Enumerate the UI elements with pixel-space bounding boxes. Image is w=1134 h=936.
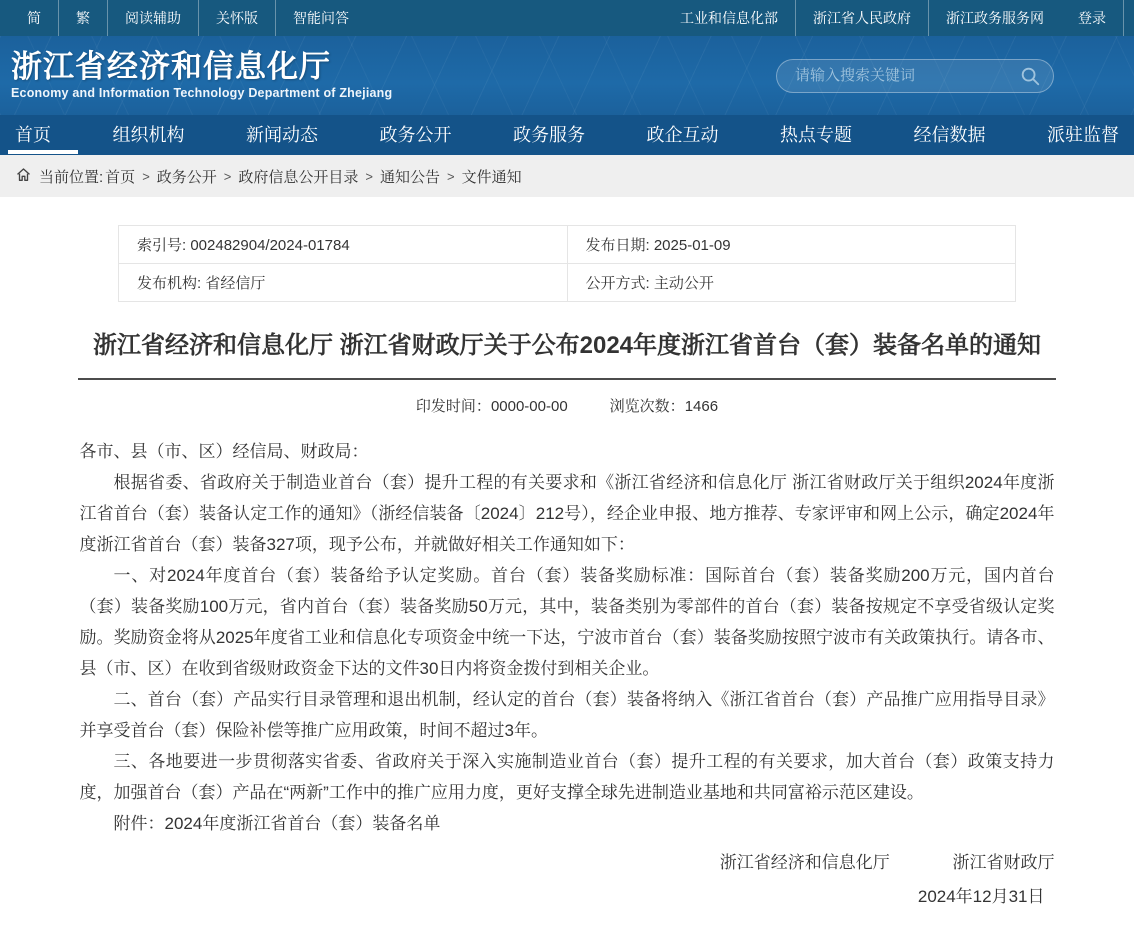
search-box bbox=[776, 59, 1054, 93]
view-count-label: 浏览次数： bbox=[609, 398, 685, 415]
top-utility-bar bbox=[0, 0, 1134, 36]
topbar-link-service-portal[interactable]: 浙江政务服务网 bbox=[946, 10, 1044, 26]
nav-item-home[interactable]: 首页 bbox=[15, 115, 51, 155]
breadcrumb-prefix: 当前位置: bbox=[39, 168, 104, 186]
paragraph-intro: 根据省委、省政府关于制造业首台（套）提升工程的有关要求和《浙江省经济和信息化厅 浙江省财政厅关于组织2024年度浙江省首台（套）装备认定工作的通知》（浙经信装备〔2024〕212号），经企业申报、地方推荐、专家评审和网上公示，确定2024年度浙江省首台（套）装备327项，现予公布，并就做好相关工作通知如下： bbox=[79, 473, 1055, 554]
signature-org-2: 浙江省财政厅 bbox=[952, 853, 1055, 872]
meta-publish-org: 发布机构: 省经信厅 bbox=[119, 264, 568, 302]
site-logo[interactable] bbox=[11, 51, 392, 100]
search-input[interactable] bbox=[793, 66, 1019, 85]
topbar-link-traditional[interactable]: 繁 bbox=[59, 0, 108, 36]
signature-org-1: 浙江省经济和信息化厅 bbox=[719, 853, 890, 872]
breadcrumb bbox=[0, 155, 1134, 197]
nav-item-hot-topics[interactable]: 热点专题 bbox=[780, 125, 852, 145]
nav-item-gov-disclosure[interactable]: 政务公开 bbox=[379, 125, 452, 145]
nav-item-interaction[interactable]: 政企互动 bbox=[646, 125, 719, 145]
breadcrumb-item-gov-disclosure[interactable]: 政务公开 bbox=[156, 168, 217, 186]
topbar-link-ministry-iit[interactable]: 工业和信息化部 bbox=[663, 0, 796, 36]
paragraph-salutation: 各市、县（市、区）经信局、财政局： bbox=[79, 442, 369, 461]
nav-item-gov-services[interactable]: 政务服务 bbox=[513, 125, 585, 145]
title-divider bbox=[78, 378, 1056, 380]
breadcrumb-item-home[interactable]: 首页 bbox=[105, 168, 136, 186]
breadcrumb-item-notices[interactable]: 通知公告 bbox=[380, 168, 441, 186]
print-time-label: 印发时间： bbox=[415, 398, 491, 415]
topbar-link-zhejiang-gov[interactable]: 浙江省人民政府 bbox=[796, 0, 929, 36]
view-count bbox=[610, 395, 718, 416]
meta-index-number: 索引号: 002482904/2024-01784 bbox=[119, 226, 568, 264]
meta-publish-date: 发布日期: 2025-01-09 bbox=[567, 226, 1016, 264]
site-title: 浙江省经济和信息化厅 bbox=[11, 49, 331, 85]
nav-item-news[interactable]: 新闻动态 bbox=[246, 125, 318, 145]
breadcrumb-separator: > bbox=[447, 168, 455, 184]
topbar-link-care-version[interactable]: 关怀版 bbox=[199, 0, 276, 36]
page-title: 浙江省经济和信息化厅 浙江省财政厅关于公布2024年度浙江省首台（套）装备名单的通知 bbox=[92, 332, 1042, 359]
home-icon bbox=[15, 167, 32, 183]
site-subtitle: Economy and Information Technology Department of Zhejiang bbox=[11, 86, 393, 101]
search-icon[interactable] bbox=[1019, 65, 1041, 87]
signature-date: 2024年12月31日 bbox=[917, 887, 1045, 906]
nav-item-organization[interactable]: 组织机构 bbox=[112, 125, 185, 145]
topbar-link-login[interactable]: 登录 bbox=[1061, 0, 1124, 36]
topbar-link-reading-assist[interactable]: 阅读辅助 bbox=[108, 0, 199, 36]
breadcrumb-separator: > bbox=[365, 168, 373, 184]
breadcrumb-separator: > bbox=[223, 168, 232, 184]
topbar-link-simplified[interactable]: 简 bbox=[10, 0, 59, 36]
nav-item-supervision[interactable]: 派驻监督 bbox=[1047, 125, 1119, 145]
table-row bbox=[119, 226, 1016, 264]
article-body bbox=[80, 436, 1055, 839]
topbar-left-links bbox=[10, 0, 366, 36]
nav-item-data[interactable]: 经信数据 bbox=[913, 125, 986, 145]
meta-disclosure-mode: 公开方式: 主动公开 bbox=[567, 264, 1016, 302]
topbar-link-smart-qa[interactable]: 智能问答 bbox=[293, 10, 349, 26]
doc-meta-table bbox=[118, 225, 1016, 302]
breadcrumb-separator: > bbox=[142, 168, 150, 184]
print-time bbox=[416, 395, 568, 416]
paragraph-item-3: 三、各地要进一步贯彻落实省委、省政府关于深入实施制造业首台（套）提升工程的有关要求，加大首台（套）政策支持力度，加强首台（套）产品在“两新”工作中的推广应用力度，更好支撑全球先进制造业基地和共同富裕示范区建设。 bbox=[79, 752, 1055, 802]
topbar-right-links bbox=[663, 0, 1124, 36]
signature-orgs bbox=[80, 848, 1055, 873]
table-row bbox=[119, 264, 1016, 302]
paragraph-attachment: 附件：2024年度浙江省首台（套）装备名单 bbox=[113, 814, 441, 833]
view-count-value: 1466 bbox=[684, 398, 719, 415]
breadcrumb-item-info-directory[interactable]: 政府信息公开目录 bbox=[238, 168, 359, 186]
paragraph-item-2: 二、首台（套）产品实行目录管理和退出机制，经认定的首台（套）装备将纳入《浙江省首台（套）产品推广应用指导目录》并享受首台（套）保险补偿等推广应用政策，时间不超过3年。 bbox=[79, 690, 1055, 740]
breadcrumb-item-document-notice[interactable]: 文件通知 bbox=[461, 168, 522, 186]
main-nav bbox=[0, 115, 1134, 155]
document-content bbox=[0, 197, 1134, 907]
signature-block bbox=[80, 848, 1055, 907]
paragraph-item-1: 一、对2024年度首台（套）装备给予认定奖励。首台（套）装备奖励标准：国际首台（套）装备奖励200万元，国内首台（套）装备奖励100万元，省内首台（套）装备奖励50万元，其中，装备类别为零部件的首台（套）装备按规定不享受省级认定奖励。奖励资金将从2025年度省工业和信息化专项资金中统一下达，宁波市首台（套）装备奖励按照宁波市有关政策执行。请各市、县（市、区）在收到省级财政资金下达的文件30日内将资金拨付到相关企业。 bbox=[79, 566, 1055, 678]
site-banner bbox=[0, 36, 1134, 115]
print-time-value: 0000-00-00 bbox=[490, 398, 568, 415]
article-meta bbox=[0, 395, 1134, 416]
